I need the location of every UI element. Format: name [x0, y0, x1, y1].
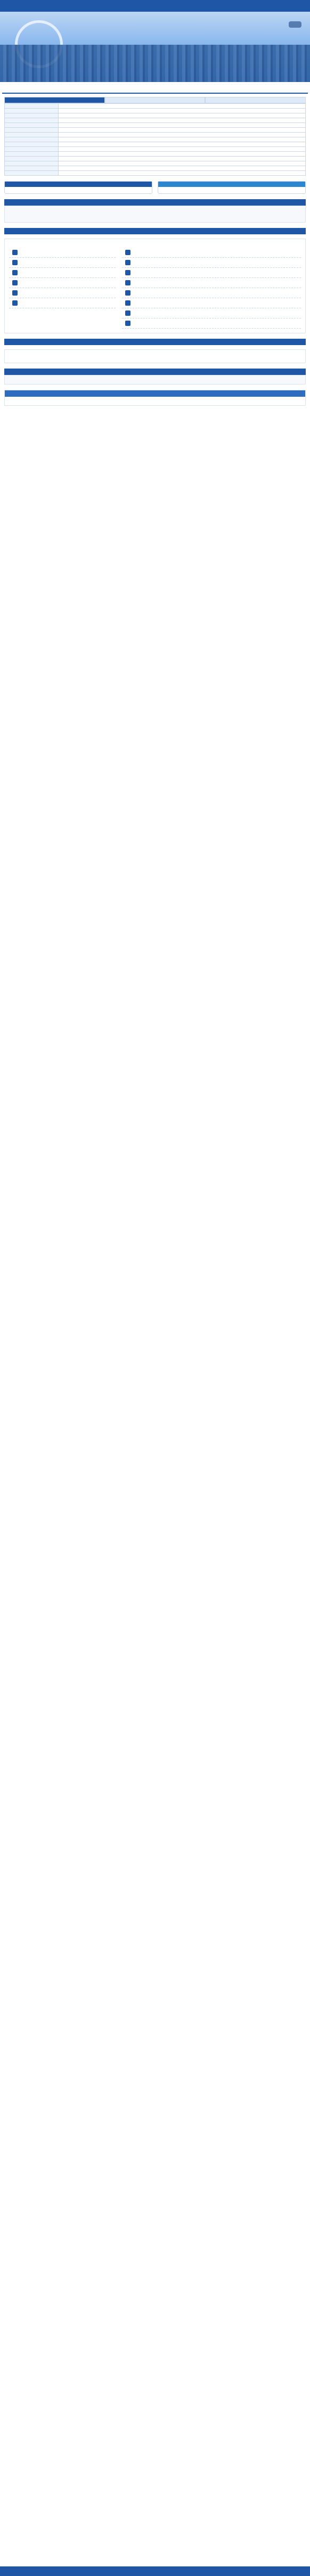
hero-banner	[0, 12, 310, 82]
top-bar	[0, 0, 310, 12]
service-pills	[4, 181, 306, 194]
table-row	[5, 152, 306, 157]
table-row	[5, 171, 306, 176]
footer-bar	[0, 2566, 310, 2576]
pastor-section	[4, 390, 306, 406]
news-item	[9, 217, 301, 218]
row-key	[5, 113, 59, 118]
table-row	[5, 109, 306, 113]
table-row	[5, 113, 306, 118]
row-value	[59, 161, 306, 166]
row-value	[59, 157, 306, 161]
ministry-right-list	[122, 248, 301, 329]
table-row	[5, 147, 306, 152]
row-value	[59, 166, 306, 171]
list-item[interactable]	[122, 288, 301, 298]
bullet-icon	[125, 290, 130, 296]
table-row	[5, 123, 306, 128]
list-item[interactable]	[9, 278, 116, 288]
right-pill	[158, 182, 305, 187]
row-value	[59, 109, 306, 113]
row-key	[5, 147, 59, 152]
row-value	[59, 133, 306, 137]
list-item[interactable]	[9, 298, 116, 308]
row-key	[5, 171, 59, 176]
left-pill	[5, 182, 152, 187]
list-item[interactable]	[9, 258, 116, 268]
row-value	[59, 152, 306, 157]
row-key	[5, 161, 59, 166]
row-value	[59, 137, 306, 142]
row-value	[59, 128, 306, 133]
tab-service-3[interactable]	[205, 97, 306, 103]
row-key	[5, 137, 59, 142]
tab-service-2[interactable]	[105, 97, 206, 103]
row-key	[5, 123, 59, 128]
bullet-icon	[125, 260, 130, 265]
service-title	[2, 82, 308, 94]
table-row	[5, 118, 306, 123]
row-value	[59, 123, 306, 128]
row-key	[5, 142, 59, 147]
hero-crowd-image	[0, 45, 310, 82]
bullet-icon	[12, 280, 18, 285]
list-item[interactable]	[122, 268, 301, 278]
list-item[interactable]	[9, 288, 116, 298]
list-item[interactable]	[122, 258, 301, 268]
row-value	[59, 142, 306, 147]
row-key	[5, 109, 59, 113]
left-pill-note	[5, 187, 152, 193]
service-order-table	[4, 103, 306, 176]
table-row	[5, 166, 306, 171]
list-item[interactable]	[122, 298, 301, 308]
row-key	[5, 166, 59, 171]
row-value	[59, 104, 306, 109]
bullet-icon	[12, 300, 18, 306]
row-key	[5, 133, 59, 137]
table-row	[5, 157, 306, 161]
bullet-icon	[125, 280, 130, 285]
service-section	[4, 97, 306, 194]
bullet-icon	[125, 321, 130, 326]
list-item[interactable]	[122, 318, 301, 329]
bullet-icon	[125, 270, 130, 275]
bullet-icon	[125, 310, 130, 316]
right-pill-note	[158, 187, 305, 193]
ministry-left-list	[9, 248, 116, 329]
list-item[interactable]	[9, 268, 116, 278]
row-value	[59, 113, 306, 118]
row-key	[5, 152, 59, 157]
list-item[interactable]	[122, 308, 301, 318]
announcement-title	[4, 369, 306, 375]
row-key	[5, 128, 59, 133]
table-row	[5, 128, 306, 133]
ministry-title	[4, 228, 306, 234]
bullet-icon	[12, 290, 18, 296]
right-pill-box	[158, 181, 306, 194]
ministry-box	[4, 239, 306, 333]
news-title	[4, 199, 306, 206]
bullet-icon	[12, 270, 18, 275]
row-key	[5, 104, 59, 109]
weekly-box	[4, 349, 306, 363]
weekly-title	[4, 339, 306, 345]
list-item[interactable]	[122, 248, 301, 258]
left-pill-box	[4, 181, 152, 194]
table-row	[5, 104, 306, 109]
pastor-body	[5, 397, 305, 405]
pastor-title	[5, 390, 305, 397]
row-key	[5, 118, 59, 123]
news-box	[4, 206, 306, 223]
list-item[interactable]	[122, 278, 301, 288]
row-key	[5, 157, 59, 161]
service-tabs	[4, 97, 306, 103]
bullet-icon	[125, 300, 130, 306]
tab-service-1[interactable]	[4, 97, 105, 103]
row-value	[59, 118, 306, 123]
row-value	[59, 147, 306, 152]
bullet-icon	[125, 250, 130, 255]
table-row	[5, 133, 306, 137]
church-logo	[289, 21, 301, 28]
table-row	[5, 137, 306, 142]
announcement-box	[4, 375, 306, 385]
bullet-icon	[12, 260, 18, 265]
ministry-columns	[9, 248, 301, 329]
list-item[interactable]	[9, 248, 116, 258]
bullet-icon	[12, 250, 18, 255]
table-row	[5, 161, 306, 166]
table-row	[5, 142, 306, 147]
row-value	[59, 171, 306, 176]
